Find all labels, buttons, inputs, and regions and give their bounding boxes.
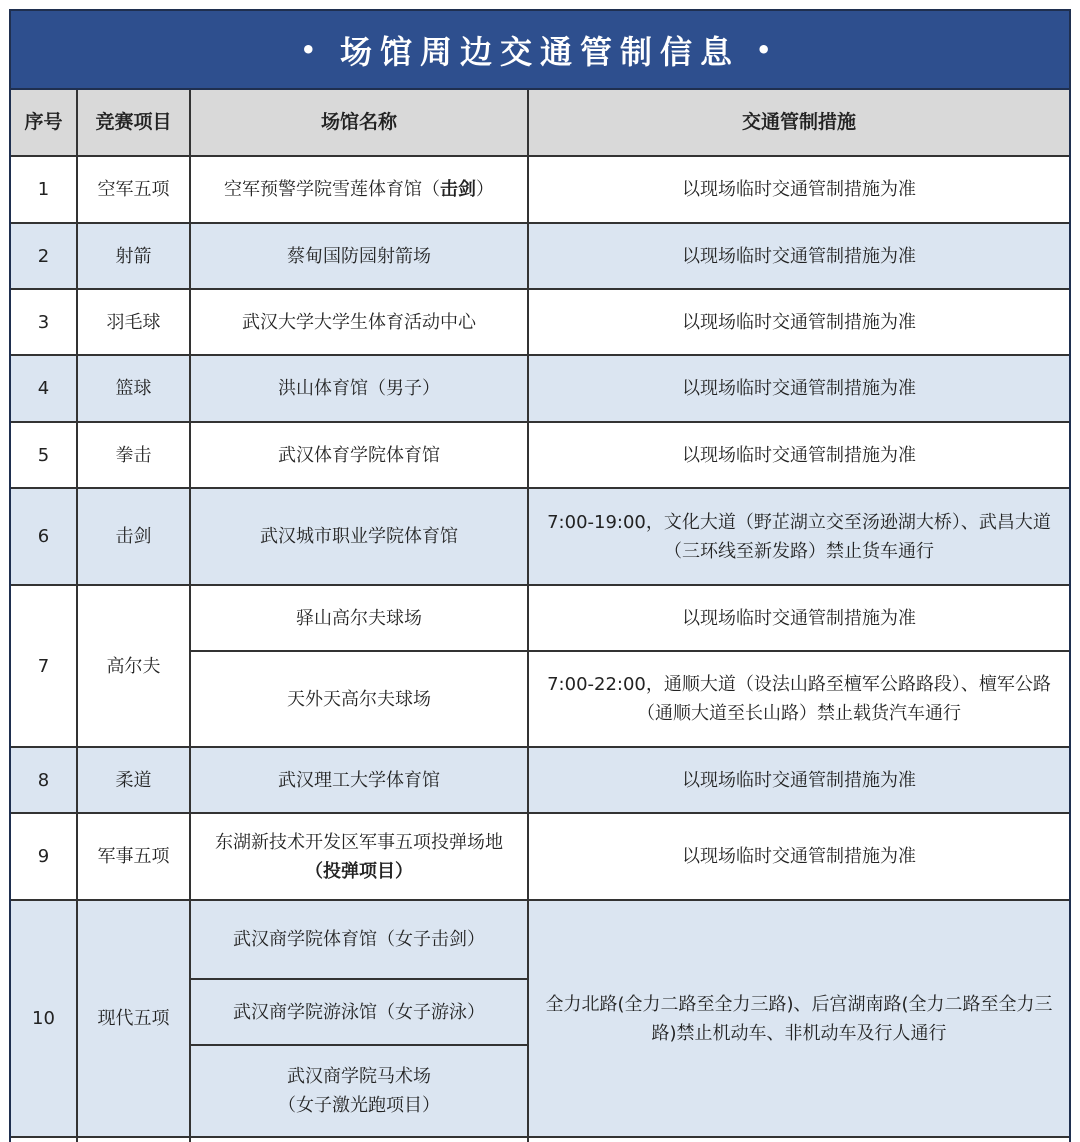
- row-sport: 射箭: [77, 223, 190, 289]
- row-sport: 拳击: [77, 422, 190, 488]
- row-sport: 空军五项: [77, 156, 190, 223]
- header-row: [11, 90, 1069, 156]
- table-row: [11, 585, 1069, 651]
- row-venue: 天外天高尔夫球场: [190, 651, 528, 747]
- row-venue: 武汉理工大学体育馆: [190, 747, 528, 813]
- header-venue: 场馆名称: [190, 90, 528, 156]
- row-sport: 军事五项: [77, 813, 190, 900]
- row-no: 8: [11, 747, 77, 813]
- traffic-control-table: [11, 90, 1069, 1142]
- row-measure: 以现场临时交通管制措施为准: [528, 422, 1069, 488]
- venue-end-text: ）: [476, 179, 494, 200]
- row-venue: 武汉商学院体育馆（女子击剑）: [190, 900, 528, 979]
- row-venue: 洪山体育馆（男子）: [190, 355, 528, 422]
- row-no: 5: [11, 422, 77, 488]
- table-row: [11, 223, 1069, 289]
- title-text: 场馆周边交通管制信息: [339, 32, 740, 71]
- table-row-partial: [11, 1137, 1069, 1142]
- row-no: 3: [11, 289, 77, 355]
- header-sport: 竞赛项目: [77, 90, 190, 156]
- venue-text: 东湖新技术开发区军事五项投弹场地: [215, 831, 503, 853]
- row-venue: 武汉大学大学生体育活动中心: [190, 289, 528, 355]
- row-measure: 7:00-19:00，文化大道（野芷湖立交至汤逊湖大桥）、武昌大道（三环线至新发路）禁止货车通行: [528, 488, 1069, 585]
- venue-bold-text: （投弹项目）: [305, 860, 413, 882]
- table-row: [11, 355, 1069, 422]
- table-row: [11, 813, 1069, 900]
- row-measure: 以现场临时交通管制措施为准: [528, 585, 1069, 651]
- header-measure: 交通管制措施: [528, 90, 1069, 156]
- row-venue: [190, 1045, 528, 1137]
- row-venue: [190, 813, 528, 900]
- row-no: 6: [11, 488, 77, 585]
- row-measure: 以现场临时交通管制措施为准: [528, 289, 1069, 355]
- row-venue: 蔡甸国防园射箭场: [190, 223, 528, 289]
- venue-text: 空军预警学院雪莲体育馆（: [224, 179, 440, 200]
- venue-text-line2: （女子激光跑项目）: [278, 1095, 440, 1116]
- table-row: [11, 422, 1069, 488]
- venue-text: 武汉商学院马术场: [287, 1066, 431, 1087]
- row-sport: 羽毛球: [77, 289, 190, 355]
- venue-bold-text: 击剑: [440, 179, 476, 200]
- row-no: 1: [11, 156, 77, 223]
- row-sport: 高尔夫: [77, 585, 190, 747]
- row-venue: [190, 156, 528, 223]
- traffic-info-table-frame: [9, 9, 1071, 1142]
- row-measure: 全力北路(全力二路至全力三路)、后宫湖南路(全力二路至全力三路)禁止机动车、非机动车及行人通行: [528, 900, 1069, 1137]
- table-row: [11, 488, 1069, 585]
- row-measure: 以现场临时交通管制措施为准: [528, 747, 1069, 813]
- row-venue: 武汉商学院游泳馆（女子游泳）: [190, 979, 528, 1045]
- row-venue: 驿山高尔夫球场: [190, 585, 528, 651]
- row-measure: 以现场临时交通管制措施为准: [528, 813, 1069, 900]
- bullet-icon: •: [300, 35, 324, 64]
- row-measure: 以现场临时交通管制措施为准: [528, 156, 1069, 223]
- page-title: [11, 11, 1069, 90]
- row-sport: 现代五项: [77, 900, 190, 1137]
- bullet-icon: •: [756, 35, 780, 64]
- row-measure: 7:00-22:00，通顺大道（设法山路至檀军公路路段）、檀军公路（通顺大道至长山路）禁止载货汽车通行: [528, 651, 1069, 747]
- row-no: 10: [11, 900, 77, 1137]
- table-row: [11, 747, 1069, 813]
- row-no: 4: [11, 355, 77, 422]
- header-no: 序号: [11, 90, 77, 156]
- row-venue: 武汉体育学院体育馆: [190, 422, 528, 488]
- row-venue: 武汉城市职业学院体育馆: [190, 488, 528, 585]
- row-no: 2: [11, 223, 77, 289]
- table-row: [11, 156, 1069, 223]
- table-row: [11, 289, 1069, 355]
- row-no: 7: [11, 585, 77, 747]
- row-measure: 以现场临时交通管制措施为准: [528, 355, 1069, 422]
- row-sport: 击剑: [77, 488, 190, 585]
- row-sport: 篮球: [77, 355, 190, 422]
- row-sport: 柔道: [77, 747, 190, 813]
- row-no: 9: [11, 813, 77, 900]
- table-row: [11, 900, 1069, 979]
- row-measure: 以现场临时交通管制措施为准: [528, 223, 1069, 289]
